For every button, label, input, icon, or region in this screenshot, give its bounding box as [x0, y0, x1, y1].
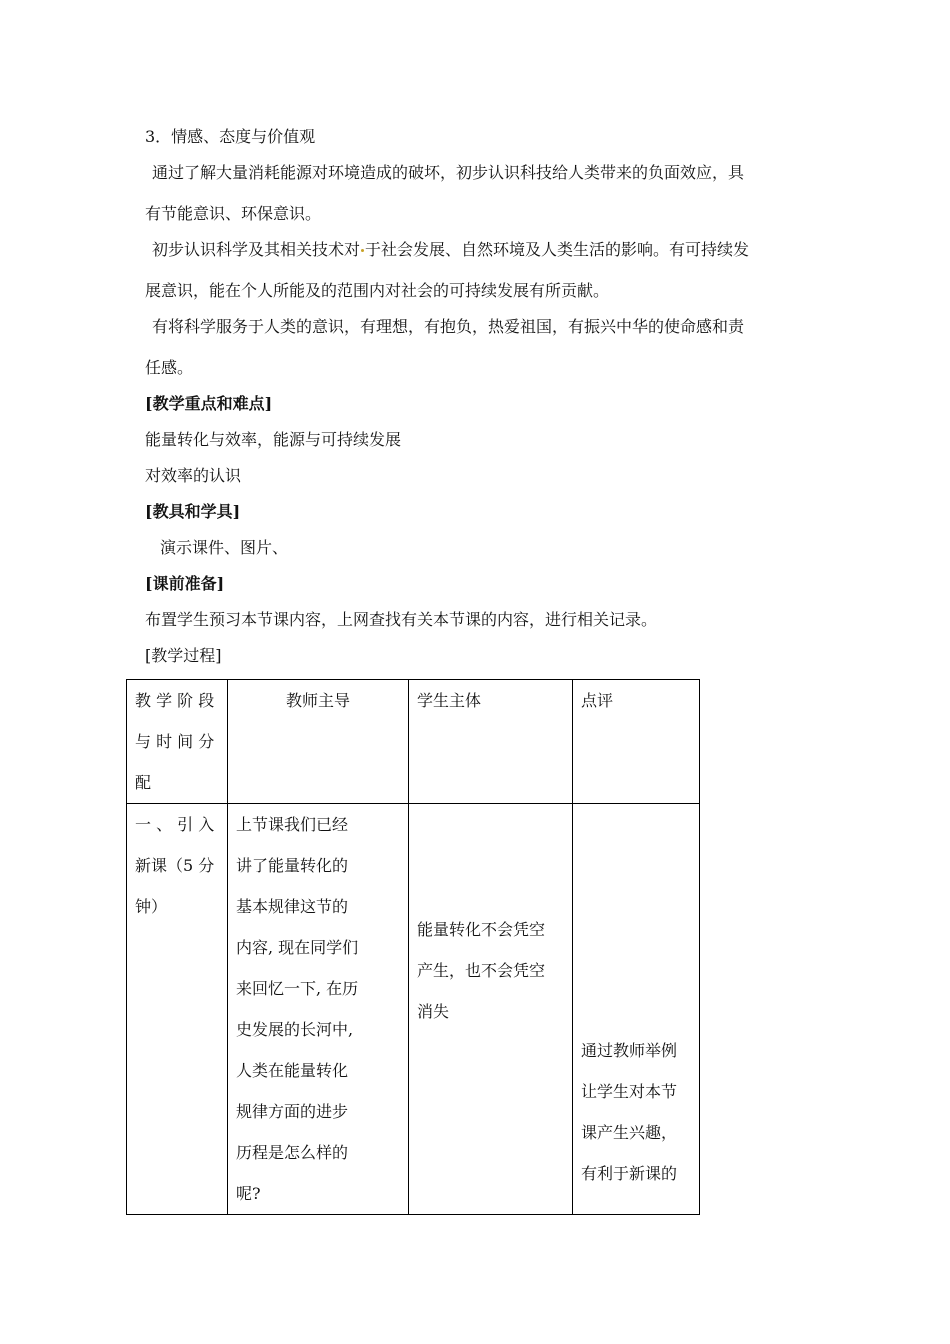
paragraph-1-line-2: 有节能意识、环保意识。 [145, 204, 322, 223]
student-line-2: 产生，也不会凭空 [417, 961, 546, 980]
comment-cell [573, 804, 700, 1215]
teacher-line-9: 历程是怎么样的 [236, 1143, 349, 1162]
teacher-line-2: 讲了能量转化的 [236, 856, 349, 875]
paragraph-1-line-1: 通过了解大量消耗能源对环境造成的破坏，初步认识科技给人类带来的负面效应，具 [152, 163, 745, 182]
teacher-line-5: 来回忆一下, 在历 [236, 979, 359, 998]
header-stage-line-3: 配 [135, 773, 152, 792]
preparation-heading: [课前准备] [145, 574, 225, 593]
paragraph-2-line-2: 展意识，能在个人所能及的范围内对社会的可持续发展有所贡献。 [145, 281, 610, 300]
stage-line-1: 一 、 引 入 [135, 815, 215, 834]
student-line-3: 消失 [417, 1002, 450, 1021]
teacher-line-10: 呢? [236, 1184, 261, 1203]
table-header-row [127, 680, 700, 804]
teacher-line-3: 基本规律这节的 [236, 897, 349, 916]
header-comment-label: 点评 [581, 691, 614, 710]
paragraph-2-line-1b: 于社会发展、自然环境及人类生活的影响。有可持续发 [365, 240, 750, 259]
header-comment-cell [573, 680, 700, 804]
comment-line-2: 让学生对本节 [581, 1082, 678, 1101]
teacher-line-4: 内容, 现在同学们 [236, 938, 359, 957]
teacher-line-6: 史发展的长河中, [236, 1020, 354, 1039]
paragraph-3-line-1: 有将科学服务于人类的意识，有理想，有抱负，热爱祖国，有振兴中华的使命感和责 [152, 317, 745, 336]
paragraph-3-line-2: 任感。 [145, 358, 194, 377]
stage-cell [127, 804, 228, 1215]
header-teacher-label: 教师主导 [285, 691, 350, 710]
stray-dot-mark [361, 249, 364, 252]
teacher-line-1: 上节课我们已经 [236, 815, 349, 834]
process-heading: [教学过程] [145, 646, 222, 665]
header-teacher-cell [228, 680, 409, 804]
header-stage-cell [127, 680, 228, 804]
preparation-text: 布置学生预习本节课内容，上网查找有关本节课的内容，进行相关记录。 [145, 610, 658, 629]
table-row [127, 804, 700, 1215]
tools-text: 演示课件、图片、 [160, 538, 289, 557]
section-heading: 3．情感、态度与价值观 [145, 127, 316, 146]
key-points-line-2: 对效率的认识 [145, 466, 242, 485]
comment-line-4: 有利于新课的 [581, 1164, 678, 1183]
paragraph-2-line-1a: 初步认识科学及其相关技术对 [152, 240, 361, 259]
header-stage-line-1: 教 学 阶 段 [135, 691, 215, 710]
header-student-label: 学生主体 [417, 691, 482, 710]
comment-line-1: 通过教师举例 [581, 1041, 678, 1060]
teacher-line-7: 人类在能量转化 [236, 1061, 349, 1080]
teacher-line-8: 规律方面的进步 [236, 1102, 349, 1121]
stage-line-3: 钟） [135, 897, 168, 916]
teacher-cell [228, 804, 409, 1215]
header-stage-line-2: 与 时 间 分 [135, 732, 215, 751]
student-cell [409, 804, 573, 1215]
comment-line-3: 课产生兴趣， [581, 1123, 678, 1142]
student-spacer [417, 804, 564, 909]
key-points-line-1: 能量转化与效率，能源与可持续发展 [145, 430, 402, 449]
stage-line-2: 新课（5 分 [135, 856, 215, 875]
paragraph-2-line-1 [152, 240, 749, 260]
student-line-1: 能量转化不会凭空 [417, 920, 546, 939]
key-points-heading: [教学重点和难点] [145, 394, 273, 413]
tools-heading: [教具和学具] [145, 502, 241, 521]
teaching-process-table [126, 679, 700, 1215]
comment-spacer [581, 804, 691, 1030]
header-student-cell [409, 680, 573, 804]
